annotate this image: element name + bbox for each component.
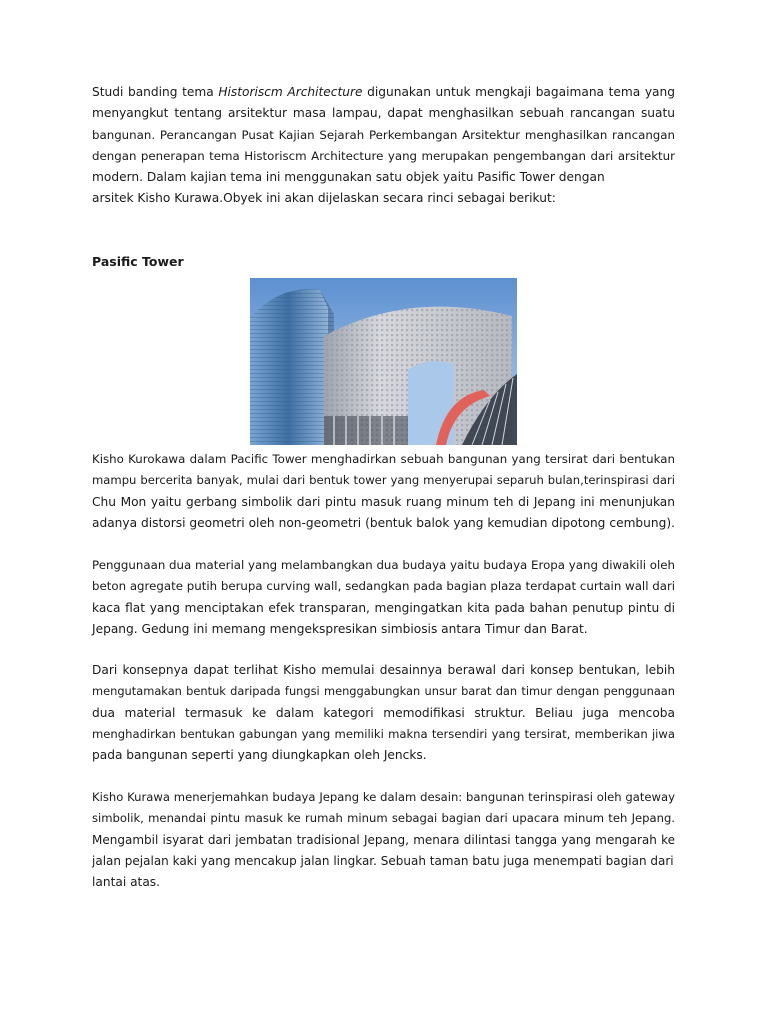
- paragraph-line: Mengambil isyarat dari jembatan tradisional Jepang, menara dilintasi tangga yang mengarah ke: [92, 832, 675, 847]
- paragraph-3: [92, 660, 675, 766]
- paragraph-line: Chu Mon yaitu gerbang simbolik dari pintu masuk ruang minum teh di Jepang ini menunjukan: [92, 494, 675, 509]
- paragraph-line: Kisho Kurawa menerjemahkan budaya Jepang ke dalam desain: bangunan terinspirasi oleh gateway: [92, 790, 675, 804]
- intro-line-6: arsitek Kisho Kurawa.Obyek ini akan dijelaskan secara rinci sebagai berikut:: [92, 191, 556, 206]
- paragraph-line: dua material termasuk ke dalam kategori memodifikasi struktur. Beliau juga mencoba: [92, 705, 675, 720]
- paragraph-line: Penggunaan dua material yang melambangkan dua budaya yaitu budaya Eropa yang diwakili oleh: [92, 558, 675, 572]
- paragraph-2: [92, 555, 675, 640]
- paragraph-1: [92, 449, 675, 534]
- intro-line-1: Studi banding tema Historiscm Architecture digunakan untuk mengkaji bagaimana tema yang: [92, 85, 675, 99]
- paragraph-line: simbolik, menandai pintu masuk ke rumah minum sebagai bagian dari upacara minum teh Jepang.: [92, 811, 675, 826]
- pacific-tower-illustration: [250, 278, 517, 445]
- paragraph-line: beton agregate putih berupa curving wall, sedangkan pada bagian plaza terdapat curtain wall dari: [92, 579, 676, 594]
- paragraph-line: mengutamakan bentuk daripada fungsi menggabungkan unsur barat dan timur dengan penggunaan: [92, 684, 675, 699]
- paragraph-line: kaca flat yang menciptakan efek transparan, mengingatkan kita pada bahan penutup pintu di: [92, 600, 675, 615]
- paragraph-4: [92, 787, 675, 893]
- intro-emphasis: Historiscm Architecture: [218, 85, 363, 99]
- paragraph-line: jalan pejalan kaki yang mencakup jalan lingkar. Sebuah taman batu juga menempati bagian dari: [92, 853, 674, 868]
- paragraph-line: Dari konsepnya dapat terlihat Kisho memulai desainnya berawal dari konsep bentukan, lebih: [92, 663, 675, 677]
- glass-tower: [250, 289, 334, 445]
- intro-line-2: menyangkut tentang arsitektur masa lampau, dapat menghasilkan sebuah rancangan suatu: [92, 106, 675, 121]
- paragraph-line: pada bangunan seperti yang diungkapkan oleh Jencks.: [92, 748, 427, 763]
- paragraph-line: mampu bercerita banyak, mulai dari bentuk tower yang menyerupai separuh bulan,terinspirasi dari: [92, 473, 675, 488]
- paragraph-line: Jepang. Gedung ini memang mengekspresikan simbiosis antara Timur dan Barat.: [92, 621, 588, 636]
- section-heading: Pasific Tower: [92, 254, 184, 269]
- intro-line-5: modern. Dalam kajian tema ini menggunakan satu objek yaitu Pasific Tower dengan: [92, 170, 605, 185]
- paragraph-line: lantai atas.: [92, 875, 161, 890]
- intro-line-4: dengan penerapan tema Historiscm Architecture yang merupakan pengembangan dari arsitektur: [92, 148, 675, 163]
- intro-line-3: bangunan. Perancangan Pusat Kajian Sejarah Perkembangan Arsitektur menghasilkan rancangan: [92, 127, 675, 142]
- paragraph-line: menghadirkan bentukan gabungan yang memiliki makna tersendiri yang tersirat, memberikan jiwa: [92, 726, 675, 741]
- paragraph-line: adanya distorsi geometri oleh non-geometri (bentuk balok yang kemudian dipotong cembung).: [92, 515, 675, 530]
- pacific-tower-photo: [250, 278, 517, 445]
- intro-paragraph: [92, 82, 675, 210]
- paragraph-line: Kisho Kurokawa dalam Pacific Tower menghadirkan sebuah bangunan yang tersirat dari bentukan: [92, 452, 675, 466]
